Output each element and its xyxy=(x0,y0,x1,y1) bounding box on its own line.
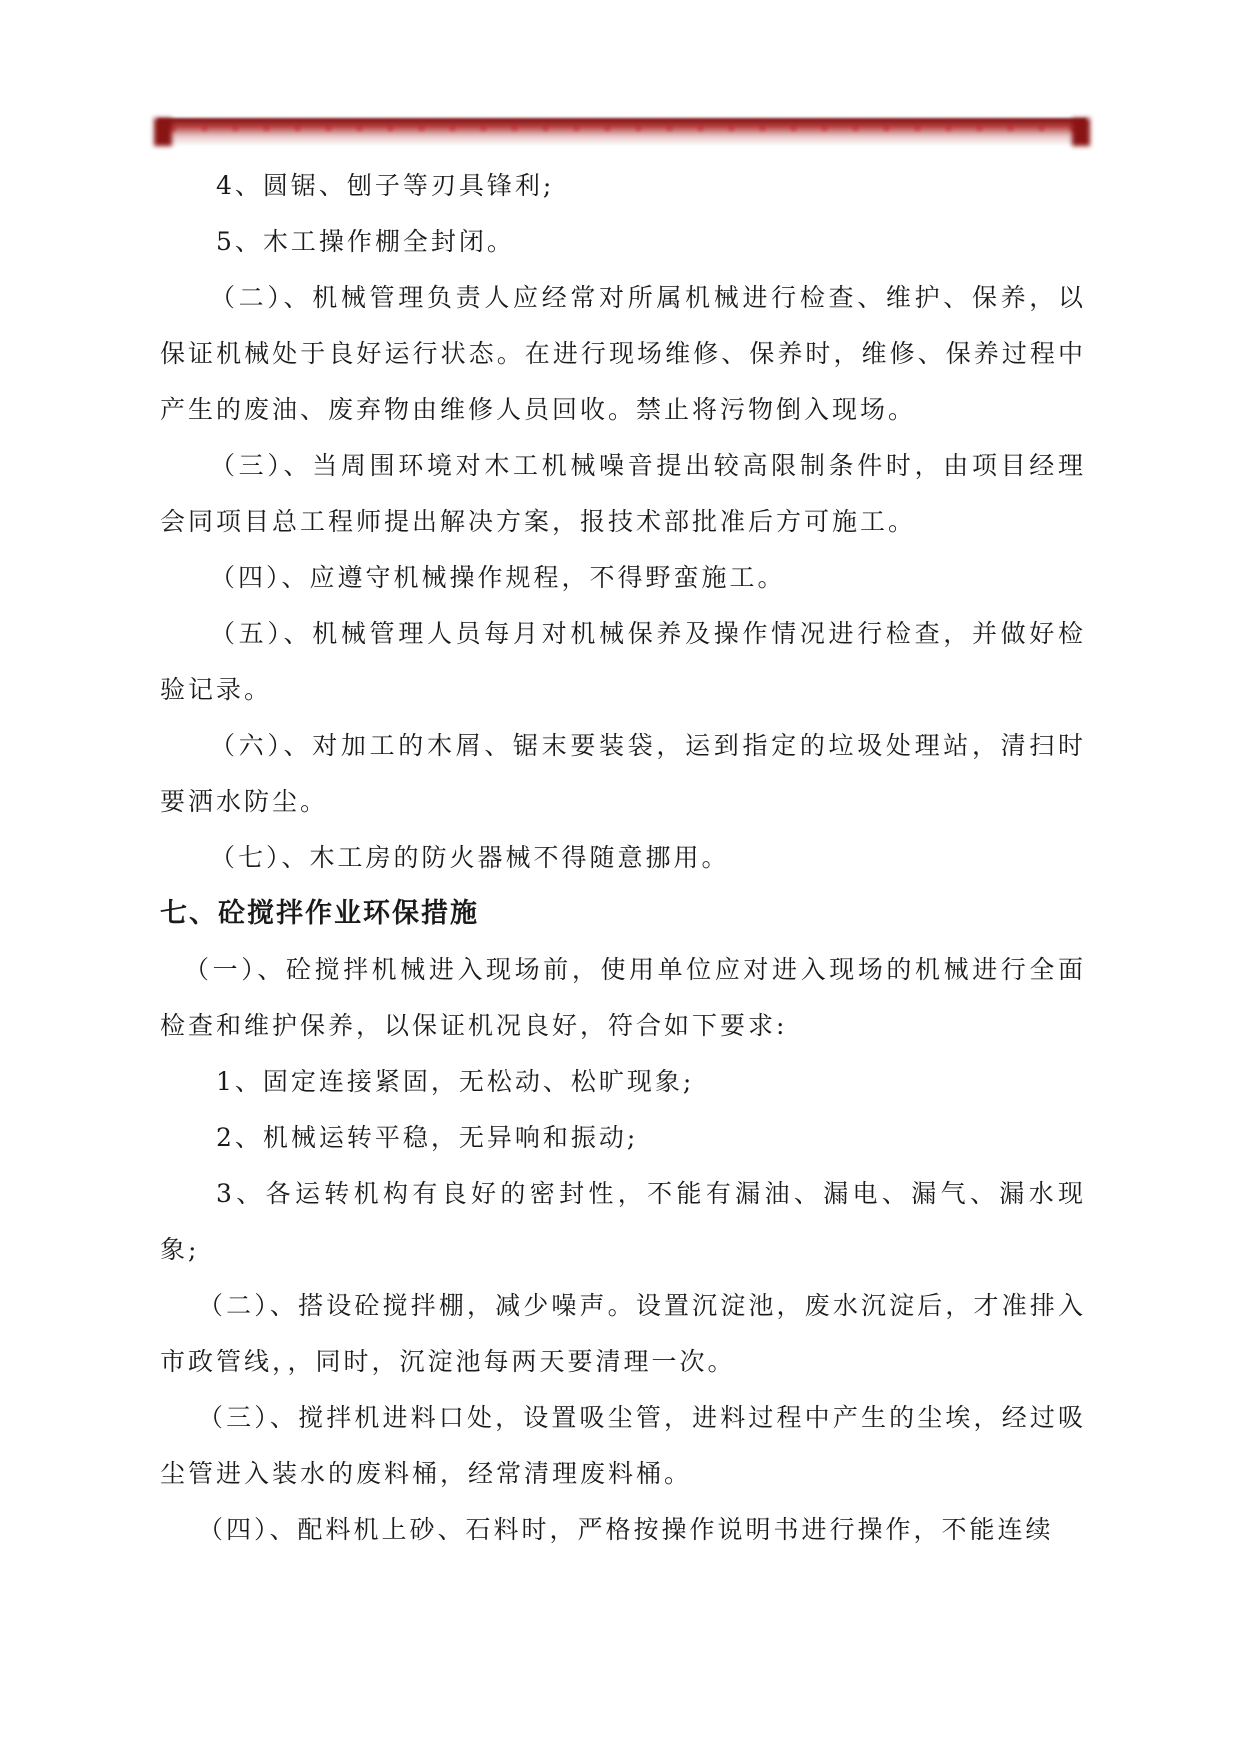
section-item-1: 1、固定连接紧固，无松动、松旷现象; xyxy=(216,1067,695,1096)
paragraph-item-4: 4、圆锯、刨子等刃具锋利; xyxy=(216,171,555,200)
paragraph-clause-7: （七）、木工房的防火器械不得随意挪用。 xyxy=(210,843,730,872)
paragraph-item-5: 5、木工操作棚全封闭。 xyxy=(216,227,515,256)
header-decoration-band xyxy=(158,118,1086,146)
section-clause-2: （二）、搭设砼搅拌棚，减少噪声。设置沉淀池，废水沉淀后，才准排入市政管线，，同时，沉淀池每两天要清理一次。 xyxy=(160,1291,1086,1376)
section-item-2: 2、机械运转平稳，无异响和振动; xyxy=(216,1123,639,1152)
paragraph-clause-3: （三）、当周围环境对木工机械噪音提出较高限制条件时，由项目经理会同项目总工程师提出解决方案，报技术部批准后方可施工。 xyxy=(160,451,1086,536)
section-clause-4: （四）、配料机上砂、石料时，严格按操作说明书进行操作，不能连续 xyxy=(198,1515,1054,1544)
paragraph-clause-2: （二）、机械管理负责人应经常对所属机械进行检查、维护、保养，以保证机械处于良好运行状态。在进行现场维修、保养时，维修、保养过程中产生的废油、废弃物由维修人员回收。禁止将污物倒入现场。 xyxy=(160,283,1086,424)
paragraph-clause-6: （六）、对加工的木屑、锯末要装袋，运到指定的垃圾处理站，清扫时要洒水防尘。 xyxy=(160,731,1086,816)
section-item-3: 3、各运转机构有良好的密封性，不能有漏油、漏电、漏气、漏水现象; xyxy=(160,1179,1086,1264)
section-clause-1: （一）、砼搅拌机械进入现场前，使用单位应对进入现场的机械进行全面检查和维护保养，以保证机况良好，符合如下要求: xyxy=(160,955,1086,1040)
section-clause-3: （三）、搅拌机进料口处，设置吸尘管，进料过程中产生的尘埃，经过吸尘管进入装水的废料桶，经常清理废料桶。 xyxy=(160,1403,1086,1488)
paragraph-clause-5: （五）、机械管理人员每月对机械保养及操作情况进行检查，并做好检验记录。 xyxy=(160,619,1086,704)
document-body xyxy=(160,158,1086,1558)
paragraph-clause-4: （四）、应遵守机械操作规程，不得野蛮施工。 xyxy=(210,563,786,592)
section-title: 七、砼搅拌作业环保措施 xyxy=(160,898,479,929)
